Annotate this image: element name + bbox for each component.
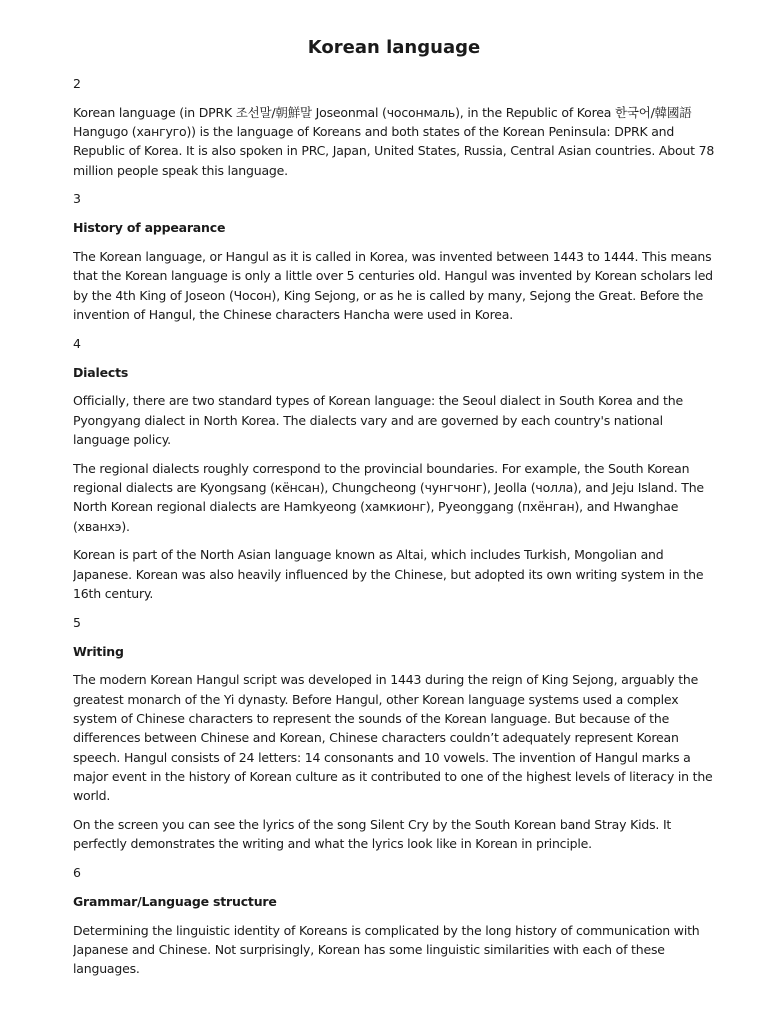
section-number: 5 — [73, 614, 81, 630]
paragraph: On the screen you can see the lyrics of the song Silent Cry by the South Korean band Stray Kids. It perfectly demonstrates the writing and what the lyrics look like in Korean in principle. — [73, 817, 672, 852]
section-number: 2 — [73, 76, 81, 91]
paragraph: The modern Korean Hangul script was developed in 1443 during the reign of King Sejong, arguably the greatest monarch of the Yi dynasty. Before Hangul, other Korean language systems used a complex system of Chinese characters to represent the sounds of the Korean language. But because of the differences between Chinese and Korean, Chinese characters couldn’t adequately represent Korean speech. Hangul consists of 24 letters: 14 consonants and 10 vowels. The invention of Hangul marks a major event in the history of Korean culture as it contributed to one of the highest levels of literacy in the world. — [73, 672, 713, 804]
paragraph: Korean is part of the North Asian language known as Altai, which includes Turkish, Mongolian and Japanese. Korean was also heavily influenced by the Chinese, but adopted its own writing system in the 16th century. — [73, 547, 704, 602]
paragraph: Korean language (in DPRK 조선말/朝鮮말 Joseonmal (чосонмаль), in the Republic of Korea 한국어/韓國語 Hangugo (хангуго)) is the language of Koreans and both states of the Korean Peninsula: DPRK and Republic of Korea. It is also spoken in PRC, Japan, United States, Russia, Central Asian countries. About 78 million people speak this language. — [73, 104, 715, 178]
paragraph: The regional dialects roughly correspond to the provincial boundaries. For example, the South Korean regional dialects are Kyongsang (кёнсан), Chungcheong (чунгчонг), Jeolla (чолла), and Jeju Island. The North Korean regional dialects are Hamkyeong (хамкионг), Pyeonggang (пхёнган), and Hwanghae (хванхэ). — [73, 460, 704, 534]
page-title: Korean language — [307, 37, 481, 58]
section-number: 6 — [73, 865, 81, 881]
section-heading: Writing — [73, 643, 124, 659]
section-number: 4 — [73, 335, 81, 351]
section-number: 3 — [73, 191, 81, 207]
document-page — [73, 34, 715, 994]
paragraph: Determining the linguistic identity of Koreans is complicated by the long history of communication with Japanese and Chinese. Not surprisingly, Korean has some linguistic similarities with each of these languages. — [73, 922, 700, 977]
paragraph: The Korean language, or Hangul as it is called in Korea, was invented between 1443 to 1444. This means that the Korean language is only a little over 5 centuries old. Hangul was invented by Korean scholars led by the 4th King of Joseon (Чосон), King Sejong, or as he is called by many, Sejong the Great. Before the invention of Hangul, the Chinese characters Hancha were used in Korea. — [73, 249, 713, 322]
section-heading: Grammar/Language structure — [73, 893, 277, 909]
section-heading: Dialects — [73, 364, 129, 380]
paragraph: Officially, there are two standard types of Korean language: the Seoul dialect in South Korea and the Pyongyang dialect in North Korea. The dialects vary and are governed by each country's national language policy. — [73, 393, 683, 447]
section-heading: History of appearance — [73, 220, 226, 236]
